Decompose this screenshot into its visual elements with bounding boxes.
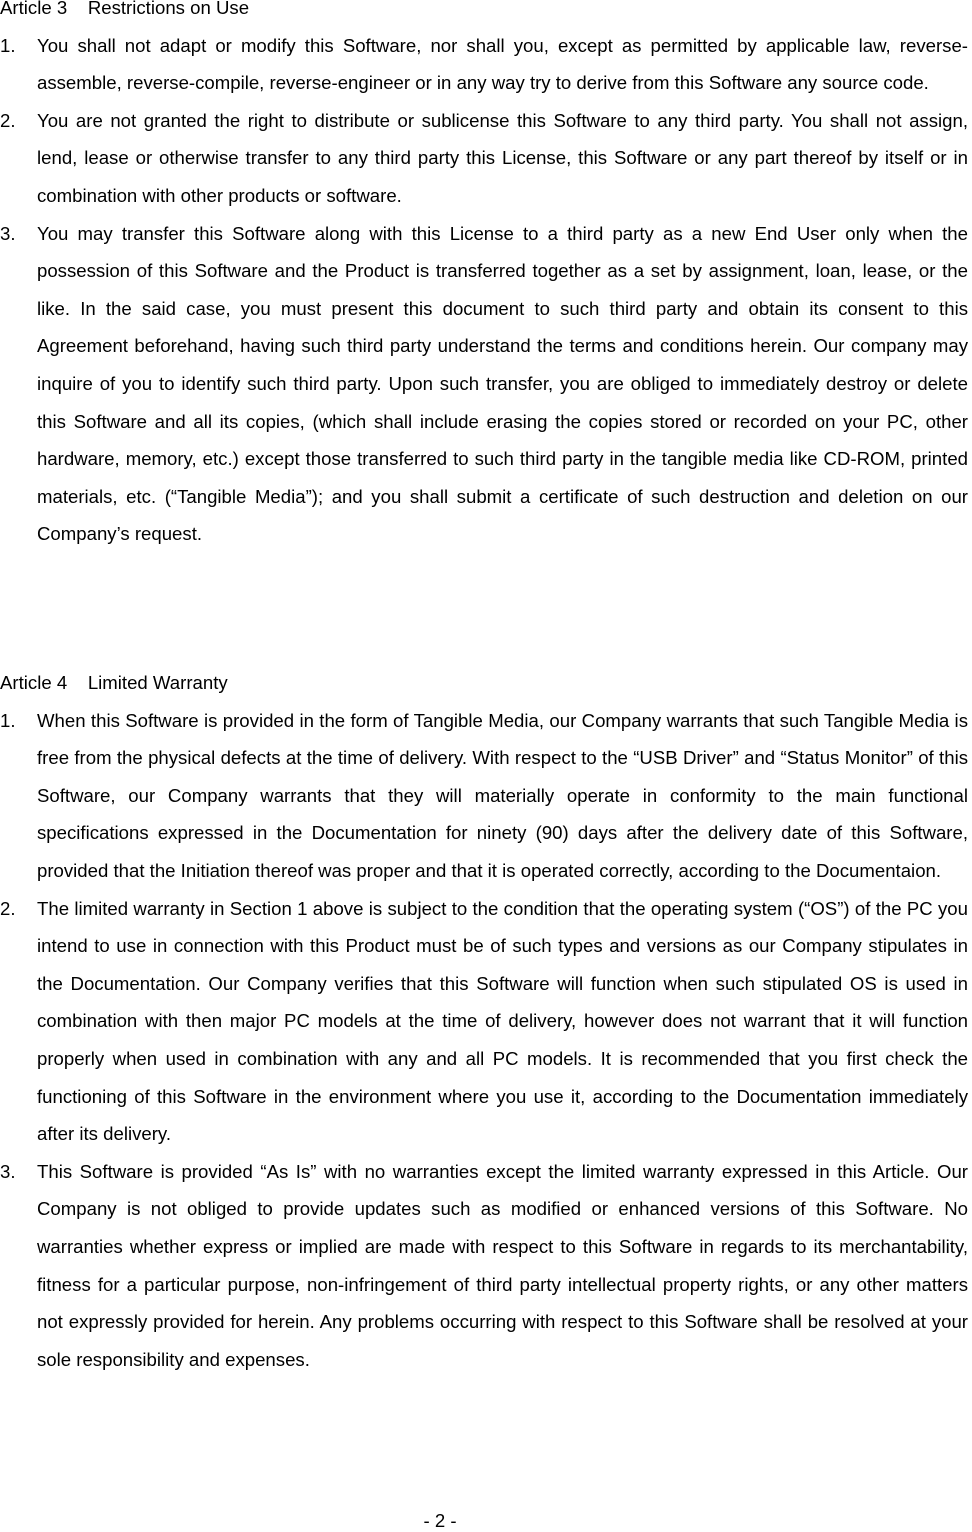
clause-item: [0, 702, 968, 890]
page-number: - 2 -: [423, 1510, 457, 1531]
article-4-limited-warranty: [0, 664, 968, 1378]
article-clause-list: [0, 702, 968, 1379]
clause-item: [0, 27, 968, 102]
clause-number: 1.: [0, 34, 16, 56]
clause-number: 3.: [0, 1160, 16, 1182]
article-3-restrictions-on-use: [0, 0, 968, 553]
clause-item: [0, 102, 968, 215]
clause-text: When this Software is provided in the form of Tangible Media, our Company warrants that such Tangible Media is free from the physical defects at the time of delivery. With respect to the “USB Driver” and “Status Monitor” of this Software, our Company warrants that they will materially operate in conformity to the main functional specifications expressed in the Documentation for ninety (90) days after the delivery date of this Software, provided that the Initiation thereof was proper and that it is operated correctly, according to the Documentaion.: [37, 709, 968, 881]
clause-item: [0, 1153, 968, 1379]
article-clause-list: [0, 27, 968, 553]
article-heading: Article 4 Limited Warranty: [0, 672, 228, 693]
clause-text: You are not granted the right to distribute or sublicense this Software to any third party. You shall not assign, lend, lease or otherwise transfer to any third party this License, this Software or any part thereof by itself or in combination with other products or software.: [37, 109, 968, 206]
clause-number: 2.: [0, 109, 16, 131]
clause-text: The limited warranty in Section 1 above is subject to the condition that the operating system (“OS”) of the PC you intend to use in connection with this Product must be of such types and versions as our Company stipulates in the Documentation. Our Company verifies that this Software will function when such stipulated OS is used in combination with then major PC models at the time of delivery, however does not warrant that it will function properly when used in combination with any and all PC models. It is recommended that you first check the functioning of this Software in the environment where you use it, according to the Documentation immediately after its delivery.: [37, 897, 968, 1145]
clause-item: [0, 215, 968, 553]
clause-number: 2.: [0, 897, 16, 919]
article-heading: Article 3 Restrictions on Use: [0, 0, 250, 18]
clause-item: [0, 890, 968, 1153]
clause-text: This Software is provided “As Is” with no warranties except the limited warranty expressed in this Article. Our Company is not obliged to provide updates such as modified or enhanced versions of this Software. No warranties whether express or implied are made with respect to this Software in regards to its merchantability, fitness for a particular purpose, non-infringement of third party intellectual property rights, or any other matters not expressly provided for herein. Any problems occurring with respect to this Software shall be resolved at your sole responsibility and expenses.: [37, 1160, 968, 1370]
clause-number: 3.: [0, 222, 16, 244]
clause-text: You shall not adapt or modify this Software, nor shall you, except as permitted by applicable law, reverse-assemble, reverse-compile, reverse-engineer or in any way try to derive from this Software any source code.: [37, 34, 968, 94]
clause-number: 1.: [0, 709, 16, 731]
clause-text: You may transfer this Software along with this License to a third party as a new End User only when the possession of this Software and the Product is transferred together as a set by assignment, loan, lease, or the like. In the said case, you must present this document to such third party and obtain its consent to this Agreement beforehand, having such third party understand the terms and conditions herein. Our company may inquire of you to identify such third party. Upon such transfer, you are obliged to immediately destroy or delete this Software and all its copies, (which shall include erasing the copies stored or recorded on your PC, other hardware, memory, etc.) except those transferred to such third party in the tangible media like CD-ROM, printed materials, etc. (“Tangible Media”); and you shall submit a certificate of such destruction and deletion on our Company’s request.: [37, 222, 968, 545]
